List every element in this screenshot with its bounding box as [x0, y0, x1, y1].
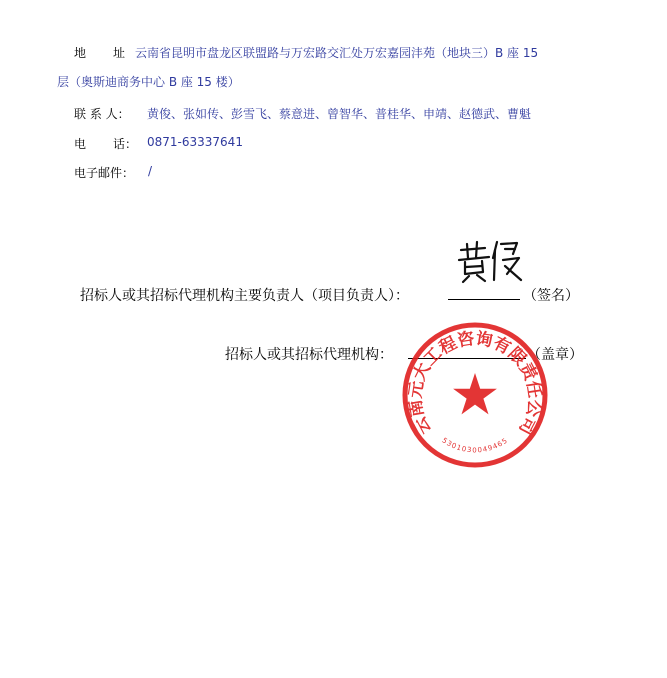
responsible-label: 招标人或其招标代理机构主要负责人（项目负责人）： — [80, 288, 409, 304]
signature-suffix: （签名） — [523, 288, 579, 304]
company-seal — [401, 321, 549, 469]
contacts-label: 联 系 人： — [74, 107, 130, 121]
contacts-value: 黄俊、张如传、彭雪飞、蔡意进、曾智华、普桂华、申靖、赵德武、曹魁 — [147, 107, 532, 121]
seal-star-icon — [453, 373, 497, 414]
signature-line — [448, 285, 520, 300]
phone-label-part2: 话： — [113, 137, 138, 151]
address-value-line2: 层（奥斯迪商务中心 B 座 15 楼） — [57, 75, 240, 89]
agency-label: 招标人或其招标代理机构： — [225, 347, 393, 363]
seal-suffix: （盖章） — [527, 347, 583, 363]
seal-company-name: 云南元大工程咨询有限责任公司 — [405, 328, 545, 438]
email-value: / — [148, 164, 153, 178]
address-value-line1: 云南省昆明市盘龙区联盟路与万宏路交汇处万宏嘉园沣苑（地块三）B 座 15 — [135, 46, 539, 60]
address-label-part1: 地 — [74, 46, 87, 60]
handwritten-signature — [455, 236, 525, 284]
phone-label-part1: 电 — [74, 137, 87, 151]
email-label: 电子邮件： — [74, 166, 135, 180]
phone-value: 0871-63337641 — [147, 135, 243, 149]
seal-serial-number: 5301030049465 — [440, 436, 510, 455]
address-label-part2: 址 — [113, 46, 126, 60]
